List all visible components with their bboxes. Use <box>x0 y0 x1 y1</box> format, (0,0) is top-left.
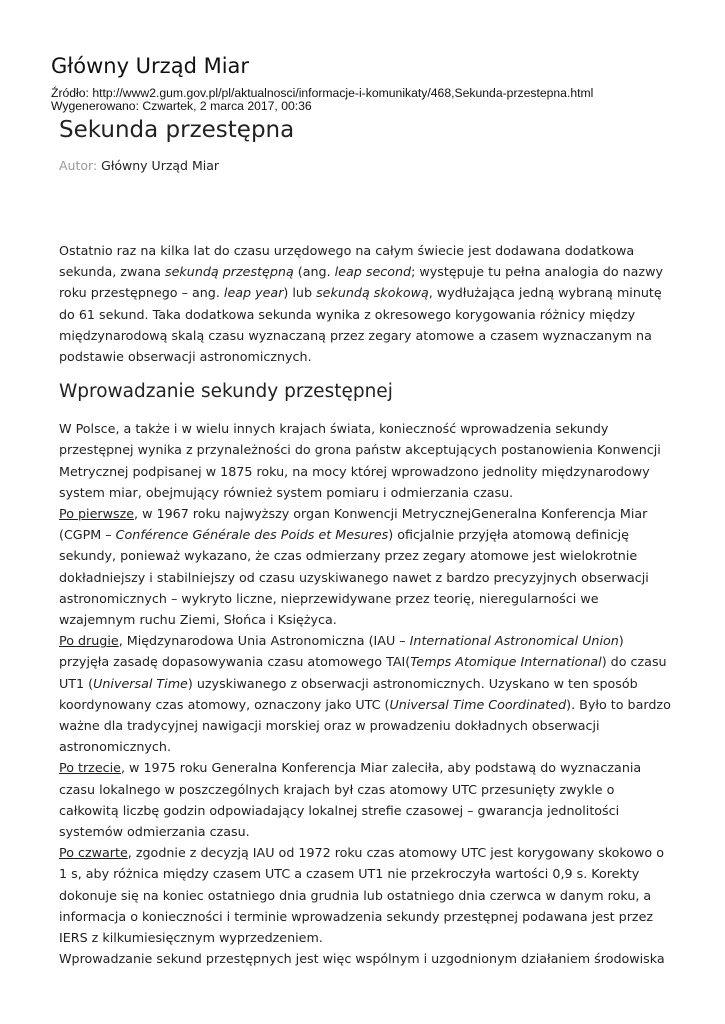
article-title: Sekunda przestępna <box>59 117 295 143</box>
document-meta <box>51 87 593 113</box>
generated-date: Wygenerowano: Czwartek, 2 marca 2017, 00:36 <box>51 99 312 113</box>
source-url[interactable]: Źródło: http://www2.gum.gov.pl/pl/aktualnosci/informacje-i-komunikaty/468,Sekunda-przestepna.html <box>51 86 594 100</box>
section-heading: Wprowadzanie sekundy przestępnej <box>59 381 393 403</box>
paragraph-closing: Wprowadzanie sekund przestępnych jest więc wspólnym i uzgodnionym działaniem środowiska <box>59 951 665 967</box>
lead-fourth: Po czwarte <box>59 845 128 861</box>
author-name: Główny Urząd Miar <box>101 158 220 173</box>
site-title: Główny Urząd Miar <box>51 54 250 78</box>
paragraph-convention: W Polsce, a także i w wielu innych krajach świata, konieczność wprowadzenia sekundy przestępnej wynika z przynależności do grona państw akceptujących postanowienia Konwencji Metrycznej podpisanej w 1875 roku, na mocy której wprowadzono jednolity międzynarodowy system miar, obejmujący również system pomiaru i odmierzania czasu. <box>59 421 661 500</box>
lead-first: Po pierwsze <box>59 506 135 522</box>
intro-paragraph: Ostatnio raz na kilka lat do czasu urzędowego na całym świecie jest dodawana dodatkowa sekunda, zwana sekundą przestępną (ang. leap second; występuje tu pełna analogia do nazwy roku przestępnego – ang. leap year) lub sekundą skokową, wydłużająca jedną wybraną minutę do 61 sekund. Taka dodatkowa sekunda wynika z okresowego korygowania różnicy między międzynarodową skalą czasu wyznaczaną przez zegary atomowe a czasem wyznaczanym na podstawie obserwacji astronomicznych. <box>59 243 663 365</box>
author-line <box>59 158 219 173</box>
article-body <box>59 240 671 970</box>
paragraph-first: Po pierwsze, w 1967 roku najwyższy organ Konwencji MetrycznejGeneralna Konferencja Miar (CGPM – Conférence Générale des Poids et Mesures) oficjalnie przyjęła atomową definicję sekundy, ponieważ wykazano, że czas odmierzany przez zegary atomowe jest wielokrotnie dokładniejszy i stabilniejszy od czasu uzyskiwanego nawet z bardzo precyzyjnych obserwacji astronomicznych – wykryto liczne, nieprzewidywane przez teorię, nieregularności we wzajemnym ruchu Ziemi, Słońca i Księżyca. <box>59 506 649 628</box>
lead-third: Po trzecie <box>59 760 121 776</box>
author-label: Autor: <box>59 158 98 173</box>
lead-second: Po drugie <box>59 633 119 649</box>
paragraph-second: Po drugie, Międzynarodowa Unia Astronomiczna (IAU – International Astronomical Union) przyjęła zasadę dopasowywania czasu atomowego TAI(Temps Atomique International) do czasu UT1 (Universal Time) uzyskiwanego z obserwacji astronomicznych. Uzyskano w ten sposób koordynowany czas atomowy, oznaczony jako UTC (Universal Time Coordinated). Było to bardzo ważne dla tradycyjnej nawigacji morskiej oraz w prowadzeniu dokładnych obserwacji astronomicznych. <box>59 633 671 755</box>
paragraph-fourth: Po czwarte, zgodnie z decyzją IAU od 1972 roku czas atomowy UTC jest korygowany skokowo o 1 s, aby różnica między czasem UTC a czasem UT1 nie przekroczyła wartości 0,9 s. Korekty dokonuje się na koniec ostatniego dnia grudnia lub ostatniego dnia czerwca w danym roku, a informacja o konieczności i terminie wprowadzenia sekundy przestępnej podawana jest przez IERS z kilkumiesięcznym wyprzedzeniem. <box>59 845 664 946</box>
paragraph-third: Po trzecie, w 1975 roku Generalna Konferencja Miar zaleciła, aby podstawą do wyznaczania czasu lokalnego w poszczególnych krajach był czas atomowy UTC przesunięty zwykle o całkowitą liczbę godzin odpowiadający lokalnej strefie czasowej – gwarancja jednolitości systemów odmierzania czasu. <box>59 760 642 840</box>
